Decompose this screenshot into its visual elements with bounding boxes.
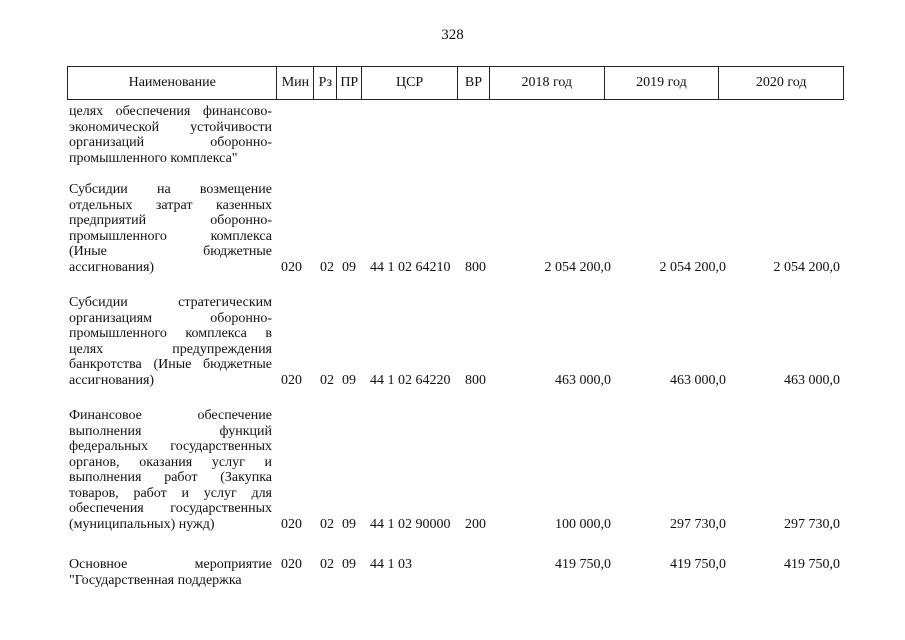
name-line: (муниципальных) нужд): [69, 516, 215, 532]
table-row: [67, 104, 844, 166]
cell-pr: 09: [342, 372, 356, 388]
cell-csr: 44 1 02 64220: [370, 372, 451, 388]
name-line: Субсидии стратегическим: [69, 295, 272, 310]
cell-name: [69, 295, 272, 388]
cell-vr: 800: [465, 259, 486, 275]
cell-min: 020: [281, 259, 302, 275]
name-line: Финансовое обеспечение: [69, 408, 272, 423]
cell-2020: 297 730,0: [784, 516, 840, 532]
cell-2018: 463 000,0: [555, 372, 611, 388]
name-line: товаров, работ и услуг для: [69, 485, 272, 501]
cell-2020: 419 750,0: [784, 557, 840, 572]
cell-2020: 2 054 200,0: [773, 259, 840, 275]
name-line: организаций оборонно-: [69, 135, 272, 150]
name-line: федеральных государственных: [69, 439, 272, 454]
cell-csr: 44 1 02 64210: [370, 259, 451, 275]
header-2018: 2018 год: [490, 67, 605, 99]
cell-min: 020: [281, 372, 302, 388]
cell-rz: 02: [320, 372, 334, 388]
cell-csr: 44 1 02 90000: [370, 516, 451, 532]
cell-rz: 02: [320, 557, 334, 572]
cell-pr: 09: [342, 516, 356, 532]
name-line: промышленного комплекса: [69, 228, 272, 244]
table-row: [67, 295, 844, 388]
name-line: промышленного комплекса": [69, 150, 238, 166]
page-number: 328: [441, 27, 464, 43]
header-pr: ПР: [337, 67, 362, 99]
name-line: выполнения работ (Закупка: [69, 470, 272, 485]
cell-2019: 2 054 200,0: [659, 259, 726, 275]
header-name: Наименование: [68, 67, 277, 99]
name-line: отдельных затрат казенных: [69, 197, 272, 213]
cell-min: 020: [281, 557, 302, 572]
cell-name: [69, 408, 272, 532]
cell-name: [69, 104, 272, 166]
name-line: органов, оказания услуг и: [69, 454, 272, 470]
cell-2018: 100 000,0: [555, 516, 611, 532]
name-line: организациям оборонно-: [69, 310, 272, 326]
name-line: предприятий оборонно-: [69, 213, 272, 228]
cell-2018: 419 750,0: [555, 557, 611, 572]
header-csr: ЦСР: [362, 67, 458, 99]
cell-pr: 09: [342, 259, 356, 275]
cell-vr: 800: [465, 372, 486, 388]
table-header: [67, 66, 844, 100]
cell-name: [69, 557, 272, 588]
name-line: обеспечения государственных: [69, 501, 272, 516]
header-rz: Рз: [314, 67, 337, 99]
name-line: экономической устойчивости: [69, 119, 272, 135]
header-min: Мин: [277, 67, 314, 99]
cell-pr: 09: [342, 557, 356, 572]
cell-csr: 44 1 03: [370, 557, 412, 572]
name-line: банкротства (Иные бюджетные: [69, 357, 272, 372]
name-line: "Государственная поддержка: [69, 572, 242, 588]
table-row: [67, 408, 844, 532]
header-2019: 2019 год: [605, 67, 720, 99]
cell-min: 020: [281, 516, 302, 532]
name-line: выполнения функций: [69, 423, 272, 439]
cell-2019: 463 000,0: [670, 372, 726, 388]
cell-2019: 419 750,0: [670, 557, 726, 572]
name-line: ассигнования): [69, 372, 155, 388]
table-row: [67, 557, 844, 588]
name-line: Субсидии на возмещение: [69, 182, 272, 197]
header-2020: 2020 год: [755, 75, 807, 90]
name-line: целях обеспечения финансово-: [69, 104, 272, 119]
name-line: ассигнования): [69, 259, 155, 275]
cell-2020: 463 000,0: [784, 372, 840, 388]
cell-rz: 02: [320, 516, 334, 532]
name-line: целях предупреждения: [69, 341, 272, 357]
name-line: промышленного комплекса в: [69, 326, 272, 341]
name-line: Основное мероприятие: [69, 557, 272, 572]
name-line: (Иные бюджетные: [69, 244, 272, 259]
cell-rz: 02: [320, 259, 334, 275]
table-row: [67, 182, 844, 275]
header-vr: ВР: [458, 67, 490, 99]
cell-vr: 200: [465, 516, 486, 532]
cell-2018: 2 054 200,0: [544, 259, 611, 275]
cell-name: [69, 182, 272, 275]
cell-2019: 297 730,0: [670, 516, 726, 532]
